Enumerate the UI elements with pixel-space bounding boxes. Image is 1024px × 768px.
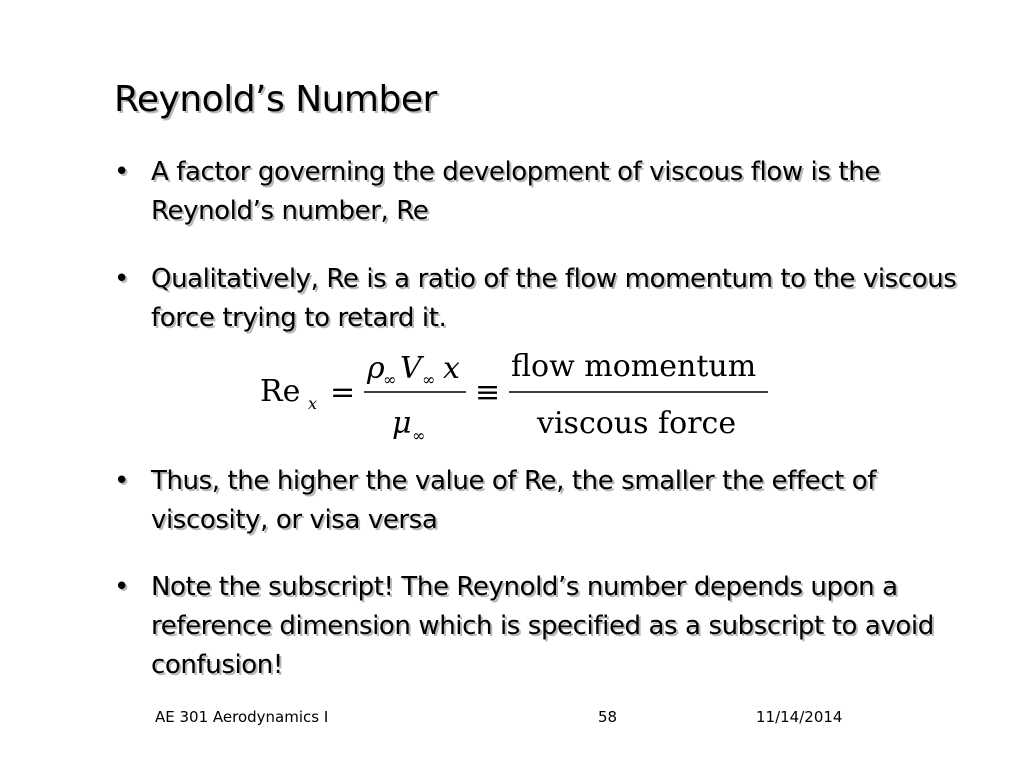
bullet-item (114, 462, 974, 540)
bullet-item (114, 568, 974, 685)
bullet-text: Qualitatively, Re is a ratio of the flow momentum to the viscous force trying to retard it. (151, 264, 957, 333)
equation-lhs: Re (260, 374, 301, 409)
slide-title: Reynold’s Number (114, 79, 437, 120)
ratio-denominator: viscous force (537, 406, 737, 441)
footer-date: 11/14/2014 (756, 708, 843, 726)
reynolds-number-equation (230, 345, 790, 455)
bullet-text: Thus, the higher the value of Re, the smaller the effect of viscosity, or visa versa (151, 466, 877, 535)
footer-course: AE 301 Aerodynamics I (155, 708, 329, 726)
equation-equiv: ≡ (475, 375, 501, 410)
bullet-dot: • (114, 572, 129, 602)
bullet-text: Note the subscript! The Reynold’s number depends upon a reference dimension which is specified as a subscript to avoid confusion! (151, 572, 934, 680)
bullet-dot: • (114, 157, 129, 187)
bullet-item (114, 260, 974, 338)
numerator-v-sub: ∞ (422, 370, 436, 389)
bullet-dot: • (114, 466, 129, 496)
numerator-x: x (443, 351, 460, 386)
denominator-mu-sub: ∞ (412, 426, 426, 445)
numerator-rho: ρ (367, 351, 385, 386)
equation-equals: = (330, 375, 356, 410)
bullet-dot: • (114, 264, 129, 294)
bullet-text: A factor governing the development of viscous flow is the Reynold’s number, Re (151, 157, 880, 226)
ratio-numerator: flow momentum (511, 349, 757, 384)
numerator-rho-sub: ∞ (383, 370, 397, 389)
numerator-v: V (400, 351, 422, 386)
bullet-item (114, 153, 974, 231)
equation-lhs-subscript: x (308, 394, 318, 413)
denominator-mu: μ (392, 406, 412, 441)
footer-page-number: 58 (598, 708, 618, 726)
